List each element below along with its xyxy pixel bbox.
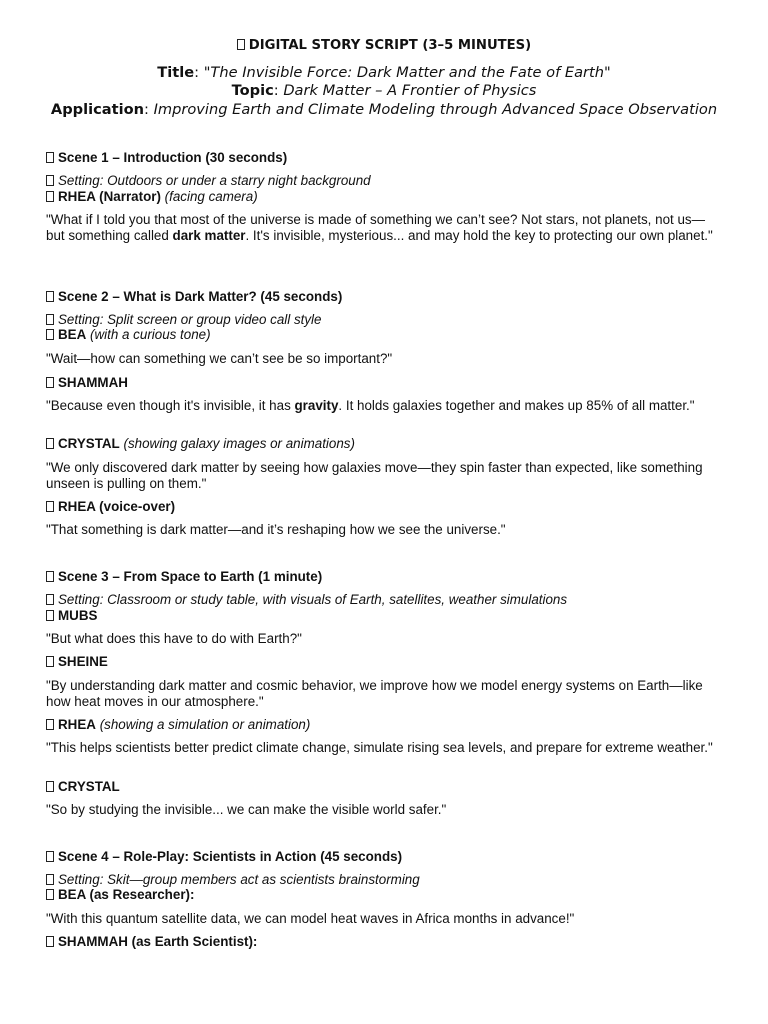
scene-heading-text: Scene 3 – From Space to Earth (1 minute) [58,569,323,584]
dialogue-line: "That something is dark matter—and it’s reshaping how we see the universe." [46,522,506,537]
speaker-name: BEA [58,327,87,342]
application-line: Application: Improving Earth and Climate Modeling through Advanced Space Observation [50,101,718,118]
scene-heading-text: Scene 1 – Introduction (30 seconds) [58,150,288,165]
title-value: "The Invisible Force: Dark Matter and the Fate of Earth" [203,64,611,81]
scene-heading [46,150,287,166]
speaker-line [46,887,194,903]
topic-value: Dark Matter – A Frontier of Physics [283,82,537,99]
scene-heading-text: Scene 4 – Role-Play: Scientists in Action (45 seconds) [58,849,403,864]
missing-glyph-icon [46,874,54,885]
speaker-name: RHEA (voice-over) [58,499,176,514]
speaker-line [46,779,120,795]
document-title-line [0,38,768,54]
missing-glyph-icon [46,377,54,388]
scene-setting [46,592,567,608]
speaker-note: (facing camera) [164,189,258,204]
speaker-note: (showing galaxy images or animations) [123,436,355,451]
topic-line: Topic: Dark Matter – A Frontier of Physics [231,82,537,99]
speaker-line [46,436,355,452]
dialogue-line: "But what does this have to do with Earth?" [46,631,302,646]
dialogue-text: . It's invisible, mysterious... and may hold the key to protecting our own planet." [245,228,713,243]
missing-glyph-icon [46,291,54,302]
scene-setting-text: Setting: Classroom or study table, with visuals of Earth, satellites, weather simulations [58,592,568,607]
missing-glyph-icon [46,191,54,202]
speaker-name: CRYSTAL [58,436,120,451]
missing-glyph-icon [46,329,54,340]
scene-setting [46,872,420,888]
scene-setting [46,312,321,328]
speaker-name: CRYSTAL [58,779,120,794]
scene-heading-text: Scene 2 – What is Dark Matter? (45 seconds) [58,289,343,304]
speaker-name: SHAMMAH (as Earth Scientist): [58,934,258,949]
dialogue-text: . It holds galaxies together and makes up 85% of all matter." [338,398,695,413]
missing-glyph-icon [46,889,54,900]
missing-glyph-icon [46,781,54,792]
dialogue-line [46,398,722,414]
speaker-note: (showing a simulation or animation) [99,717,311,732]
dialogue-line: "This helps scientists better predict climate change, simulate rising sea levels, and prepare for extreme weather." [46,740,713,755]
dialogue-line: "We only discovered dark matter by seeing how galaxies move—they spin faster than expected, like something unseen is pulling on them." [46,460,703,491]
speaker-name: MUBS [58,608,98,623]
topic-label: Topic [231,82,274,99]
speaker-name: SHEINE [58,654,108,669]
missing-glyph-icon [46,501,54,512]
speaker-name: BEA (as Researcher): [58,887,195,902]
missing-glyph-icon [46,851,54,862]
missing-glyph-icon [46,571,54,582]
speaker-name: SHAMMAH [58,375,128,390]
dialogue-line: "By understanding dark matter and cosmic behavior, we improve how we model energy systems on Earth—like how heat moves in our atmosphere." [46,678,703,709]
application-label: Application [50,101,144,118]
speaker-line [46,499,175,515]
speaker-name: RHEA (Narrator) [58,189,161,204]
speaker-name: RHEA [58,717,96,732]
speaker-line [46,608,97,624]
dialogue-line: "With this quantum satellite data, we can model heat waves in Africa months in advance!" [46,911,575,926]
missing-glyph-icon [237,39,245,50]
speaker-line [46,654,108,670]
missing-glyph-icon [46,152,54,163]
dialogue-text: "What if I told you that most of the universe is made of something we can’t see? Not stars, not planets, not us—but something called [46,212,705,243]
scene-setting-text: Setting: Outdoors or under a starry night background [58,173,371,188]
speaker-line [46,717,310,733]
dialogue-bold-text: gravity [294,398,339,413]
speaker-note: (with a curious tone) [90,327,211,342]
scene-heading [46,849,402,865]
title-line: Title: "The Invisible Force: Dark Matter and the Fate of Earth" [157,64,611,81]
missing-glyph-icon [46,594,54,605]
missing-glyph-icon [46,936,54,947]
dialogue-line: "Wait—how can something we can’t see be so important?" [46,351,393,366]
missing-glyph-icon [46,175,54,186]
dialogue-line [46,212,722,244]
missing-glyph-icon [46,610,54,621]
missing-glyph-icon [46,438,54,449]
title-label: Title [157,64,195,81]
dialogue-bold-text: dark matter [172,228,246,243]
document-title: DIGITAL STORY SCRIPT (3–5 MINUTES) [248,38,532,53]
speaker-line [46,934,257,950]
scene-setting-text: Setting: Split screen or group video call style [58,312,322,327]
missing-glyph-icon [46,656,54,667]
application-value: Improving Earth and Climate Modeling through Advanced Space Observation [153,101,718,118]
missing-glyph-icon [46,719,54,730]
scene-heading [46,569,322,585]
scene-heading [46,289,342,305]
speaker-line [46,375,128,391]
dialogue-text: "Because even though it's invisible, it has [46,398,295,413]
dialogue-line: "So by studying the invisible... we can make the visible world safer." [46,802,447,817]
speaker-line [46,327,211,343]
scene-setting-text: Setting: Skit—group members act as scientists brainstorming [58,872,420,887]
missing-glyph-icon [46,314,54,325]
speaker-line [46,189,258,205]
scene-setting [46,173,371,189]
